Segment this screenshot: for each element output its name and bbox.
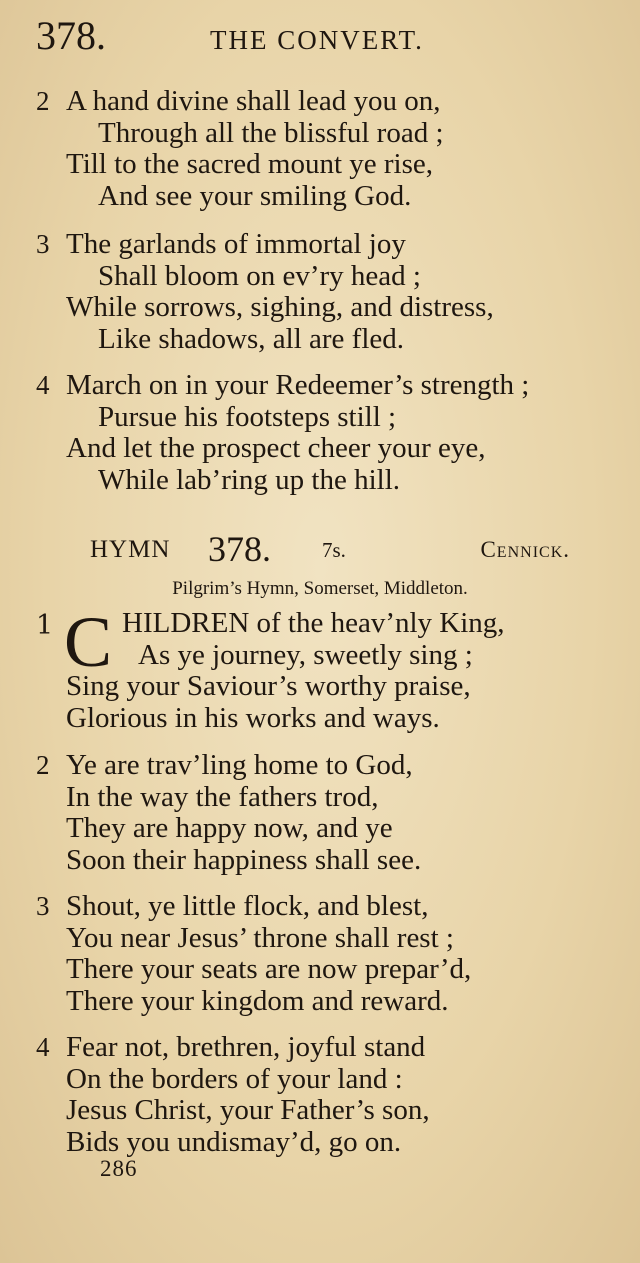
page-number: 378. (36, 13, 106, 58)
verse-line: Shall bloom on ev’ry head ; (98, 259, 421, 292)
verse-line (36, 86, 620, 118)
verse-line: Pursue his footsteps still ; (98, 400, 397, 433)
verse-line: There your kingdom and reward. (66, 984, 449, 1017)
running-title: THE CONVERT. (210, 25, 424, 55)
verse-3 (36, 891, 620, 1017)
hymn-meter: 7s. (322, 538, 346, 562)
folio-signature: 286 (100, 1156, 138, 1181)
verse-line: In the way the fathers trod, (66, 780, 379, 813)
verse-line: Till to the sacred mount ye rise, (66, 148, 434, 180)
verse-line: You near Jesus’ throne shall rest ; (66, 921, 454, 954)
drop-cap: C (64, 602, 113, 682)
verse-line: They are happy now, and ye (66, 812, 393, 844)
verse-line: While lab’ring up the hill. (98, 463, 401, 496)
verse-line: There your seats are now prepar’d, (66, 953, 472, 985)
verse-top-3 (36, 229, 620, 355)
verse-line (36, 229, 620, 261)
verse-text: The garlands of immortal joy (66, 228, 406, 260)
verse-line: While sorrows, sighing, and distress, (66, 291, 494, 323)
verse-2 (36, 750, 620, 876)
verse-top-2 (36, 86, 620, 212)
verse-number: 2 (36, 750, 50, 780)
verse-line (36, 891, 620, 923)
verse-number: 4 (36, 1032, 50, 1062)
verse-line (36, 1032, 620, 1064)
verse-line: Sing your Saviour’s worthy praise, (66, 670, 471, 702)
verse-line: Soon their happiness shall see. (66, 843, 422, 876)
verse-text: Fear not, brethren, joyful stand (66, 1031, 426, 1063)
tune-names: Pilgrim’s Hymn, Somerset, Middleton. (172, 578, 468, 599)
hymn-heading (90, 528, 570, 574)
verse-number: 1 (36, 610, 54, 641)
verse-number: 3 (36, 229, 50, 259)
verse-text: Ye are trav’ling home to God, (66, 749, 413, 781)
verse-line: As ye journey, sweetly sing ; (138, 638, 473, 671)
verse-top-4 (36, 370, 620, 496)
verse-line: On the borders of your land : (66, 1062, 403, 1095)
verse-text: A hand divine shall lead you on, (66, 85, 441, 117)
verse-line: Through all the blissful road ; (98, 116, 444, 149)
verse-line (36, 750, 620, 782)
verse-line: HILDREN of the heav’nly King, (122, 607, 505, 639)
verse-line: Bids you undismay’d, go on. (66, 1125, 402, 1158)
verse-text: March on in your Redeemer’s strength ; (66, 369, 530, 401)
verse-1 (36, 602, 620, 734)
verse-line (36, 370, 620, 402)
verse-line: And let the prospect cheer your eye, (66, 432, 486, 464)
verse-line: Glorious in his works and ways. (66, 701, 440, 734)
hymn-label: HYMN (90, 536, 171, 563)
verse-number: 3 (36, 891, 50, 921)
hymn-number: 378. (208, 529, 271, 569)
verse-number: 2 (36, 86, 50, 116)
verse-line: Jesus Christ, your Father’s son, (66, 1094, 430, 1126)
verse-number: 4 (36, 370, 50, 400)
verse-text: Shout, ye little flock, and blest, (66, 890, 429, 922)
verse-4 (36, 1032, 620, 1158)
hymn-author: Cennick. (480, 537, 570, 562)
verse-line: Like shadows, all are fled. (98, 322, 405, 355)
page-header (36, 12, 600, 60)
verse-line: And see your smiling God. (98, 179, 412, 212)
